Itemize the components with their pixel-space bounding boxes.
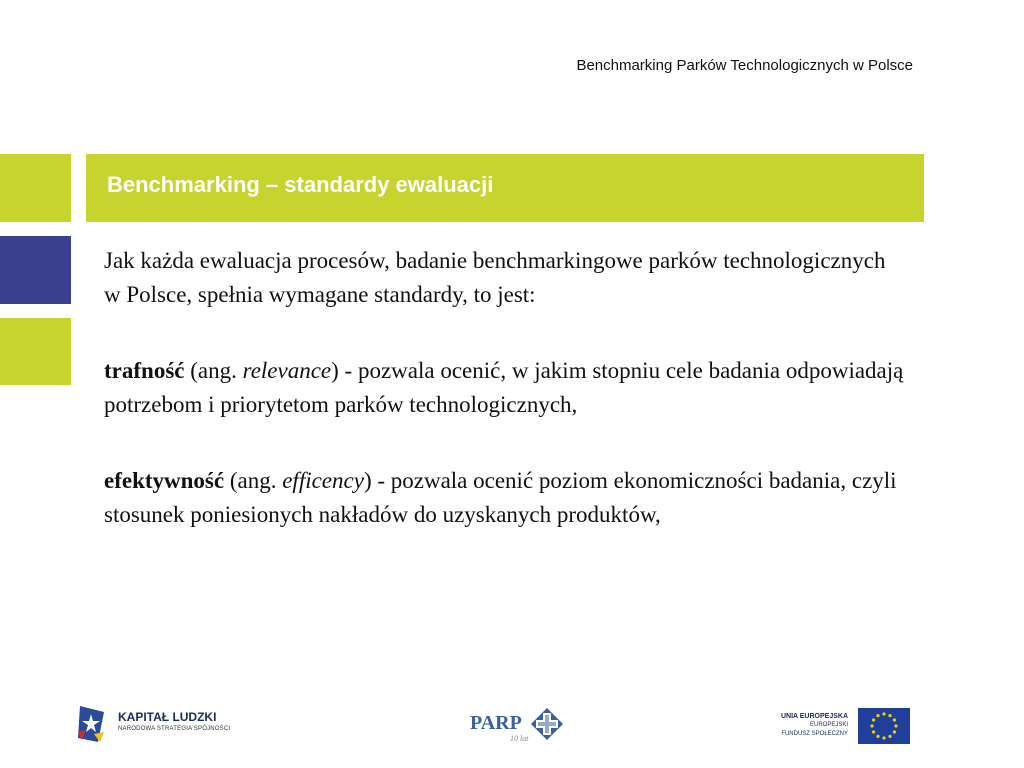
kapital-ludzki-subtitle: NARODOWA STRATEGIA SPÓJNOŚCI	[118, 726, 231, 732]
eu-line-3: FUNDUSZ SPOŁECZNY	[781, 731, 848, 737]
criterion-term: efektywność	[104, 468, 225, 493]
slide-content	[104, 244, 904, 574]
eu-line-1: UNIA EUROPEJSKA	[780, 713, 848, 720]
parp-cross-icon	[530, 707, 564, 741]
kapital-ludzki-star-icon	[76, 704, 106, 744]
intro-paragraph: Jak każda ewaluacja procesów, badanie benchmarkingowe parków technologicznych w Polsce, spełnia wymagane standardy, to jest:	[104, 248, 886, 307]
eu-text	[781, 712, 848, 739]
presentation-header: Benchmarking Parków Technologicznych w Polsce	[576, 57, 913, 74]
criterion-paragraph-efficiency	[104, 464, 904, 532]
kapital-ludzki-logo	[76, 704, 246, 744]
parp-logo	[470, 704, 570, 744]
eu-flag-icon	[858, 708, 910, 744]
footer-logos	[0, 690, 1024, 760]
criterion-description: ) - pozwala ocenić poziom ekonomiczności badania, czyli stosunek poniesionych nakładów do uzyskanych produktów,	[104, 468, 897, 527]
eu-logo	[775, 708, 910, 744]
criterion-english: relevance	[242, 358, 332, 383]
parp-subtitle: 10 lat	[510, 734, 529, 743]
criterion-prefix: (ang.	[224, 468, 283, 493]
slide-title: Benchmarking – standardy ewaluacji	[107, 172, 494, 197]
side-accent-block-middle	[0, 236, 71, 304]
side-accent-block-bottom	[0, 318, 71, 385]
side-accent-block-top	[0, 154, 71, 222]
criterion-paragraph-relevance	[104, 354, 904, 422]
slide-title-bar	[86, 154, 924, 222]
criterion-prefix: (ang.	[184, 358, 243, 383]
criterion-term: trafność	[104, 358, 185, 383]
eu-line-2: EUROPEJSKI	[809, 722, 848, 728]
criterion-english: efficency	[282, 468, 364, 493]
criterion-description: ) - pozwala ocenić, w jakim stopniu cele badania odpowiadają potrzebom i priorytetom parków technologicznych,	[104, 358, 904, 417]
kapital-ludzki-name: KAPITAŁ LUDZKI	[118, 710, 217, 724]
parp-name: PARP	[470, 712, 522, 734]
